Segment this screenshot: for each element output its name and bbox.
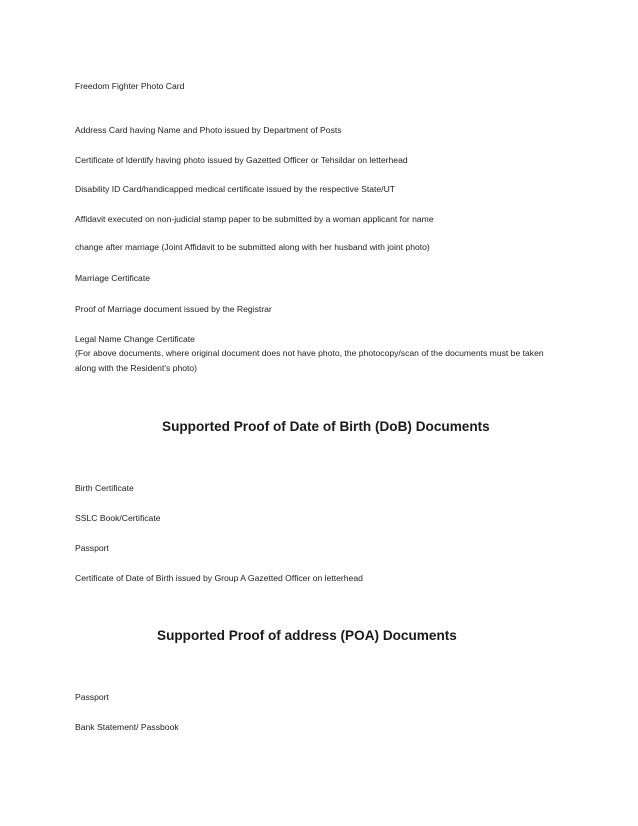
poi-item-affidavit: Affidavit executed on non-judicial stamp paper to be submitted by a woman applicant for name [75, 214, 434, 224]
poi-item-marriage-proof: Proof of Marriage document issued by the Registrar [75, 304, 272, 314]
poi-item-disability-card: Disability ID Card/handicapped medical certificate issued by the respective State/UT [75, 184, 396, 194]
dob-section-heading: Supported Proof of Date of Birth (DoB) Documents [162, 419, 490, 434]
dob-item-birth-certificate: Birth Certificate [75, 483, 134, 493]
dob-item-gazetted-certificate: Certificate of Date of Birth issued by Group A Gazetted Officer on letterhead [75, 573, 363, 583]
poi-item-marriage-certificate: Marriage Certificate [75, 273, 150, 283]
poi-item-freedom-fighter-card: Freedom Fighter Photo Card [75, 81, 185, 91]
poa-section-heading: Supported Proof of address (POA) Documents [157, 628, 457, 643]
poi-item-affidavit-continued: change after marriage (Joint Affidavit to be submitted along with her husband with joint photo) [75, 242, 430, 252]
poi-note-continued: along with the Resident's photo) [75, 363, 198, 373]
poi-item-identity-certificate: Certificate of Identify having photo issued by Gazetted Officer or Tehsildar on letterhead [75, 155, 408, 165]
dob-item-sslc: SSLC Book/Certificate [75, 513, 161, 523]
poi-item-name-change-certificate: Legal Name Change Certificate [75, 334, 195, 344]
dob-item-passport: Passport [75, 543, 109, 553]
poi-note: (For above documents, where original document does not have photo, the photocopy/scan of the documents must be taken [75, 348, 544, 358]
poa-item-passport: Passport [75, 692, 109, 702]
poa-item-bank-statement: Bank Statement/ Passbook [75, 722, 179, 732]
poi-item-address-card: Address Card having Name and Photo issued by Department of Posts [75, 125, 342, 135]
